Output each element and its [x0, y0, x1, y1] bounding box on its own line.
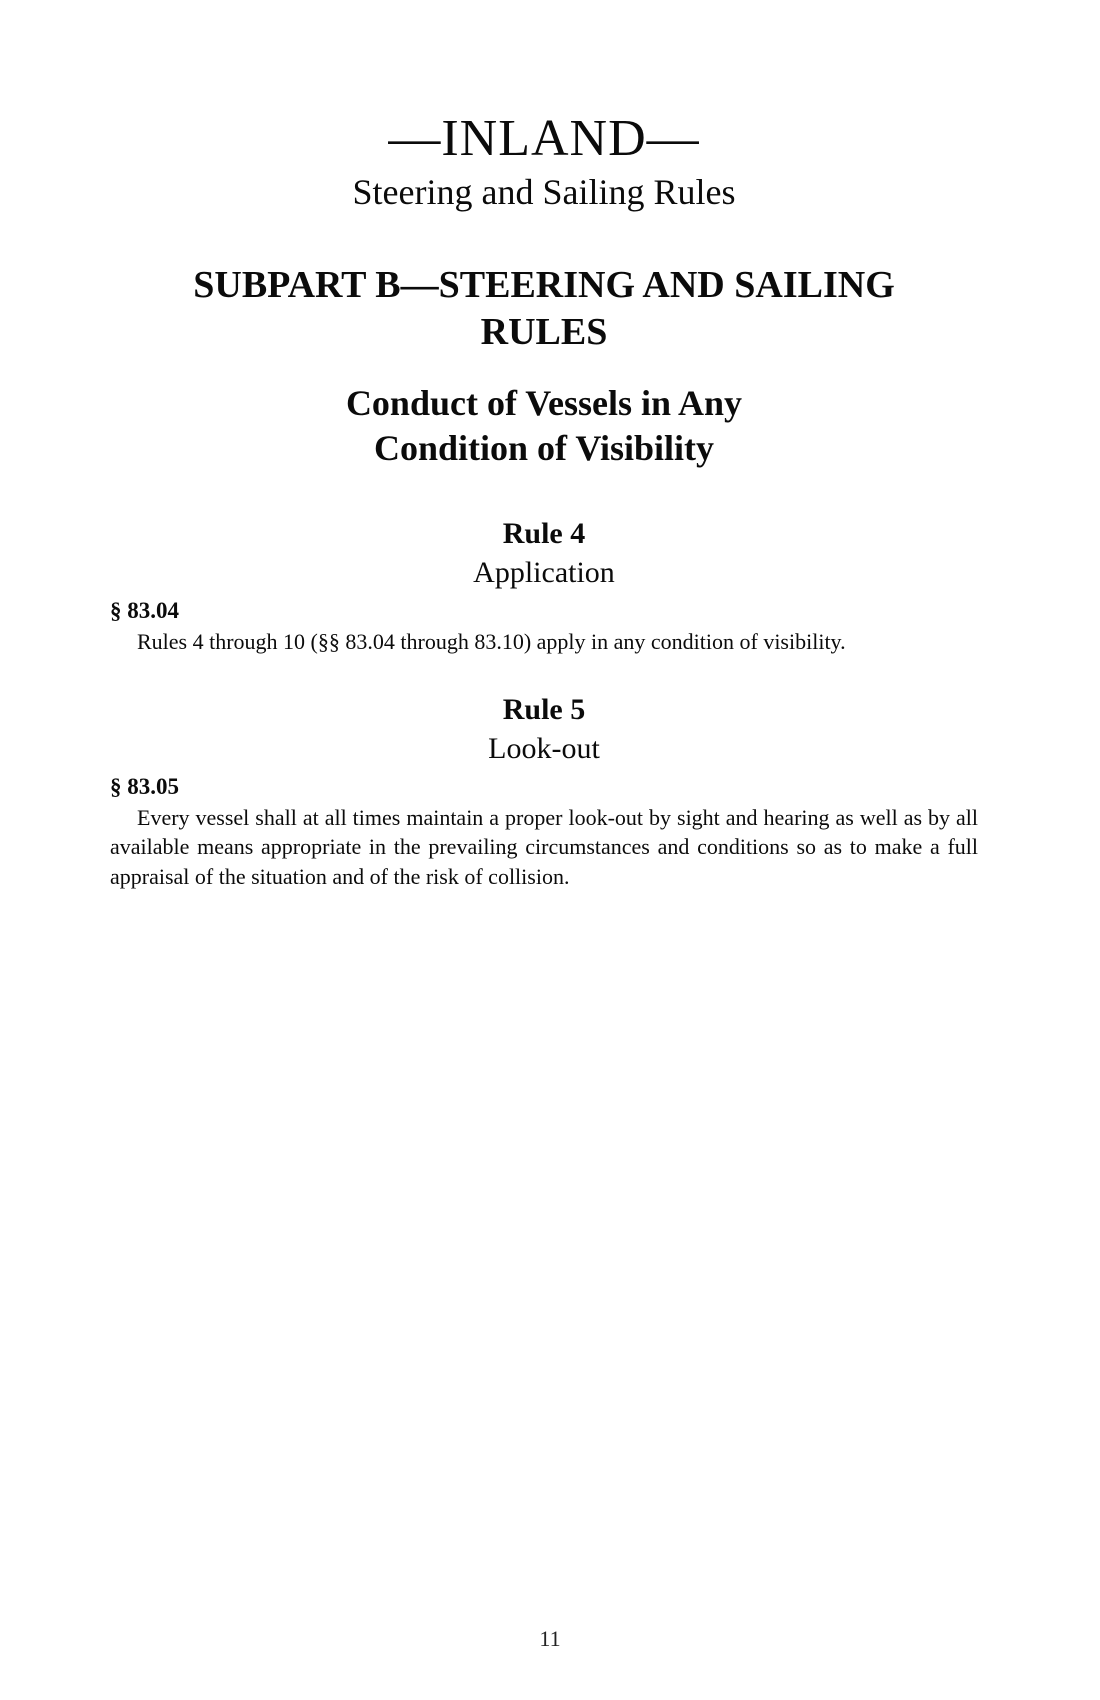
section-number: § 83.04 — [110, 598, 179, 623]
collection-subtitle: Steering and Sailing Rules — [352, 172, 736, 212]
rule-title: Rule 5 — [502, 692, 586, 726]
rule-text: Every vessel shall at all times maintain a proper look-out by sight and hearing as well as by all available means appropriate in the prevailing circumstances and conditions so as to make a full appraisal of the situation and of the risk of collision. — [110, 804, 978, 889]
chapter-heading — [110, 381, 978, 471]
subpart-heading-line-2: RULES — [480, 311, 608, 353]
rule-name: Application — [473, 556, 615, 589]
section-number: § 83.05 — [110, 773, 179, 799]
rule-title: Rule 4 — [502, 517, 586, 550]
collection-title: —INLAND— — [388, 110, 700, 167]
chapter-heading-line-1: Conduct of Vessels in Any — [345, 383, 743, 423]
page-header — [110, 110, 978, 212]
rule-5-section — [110, 692, 978, 892]
rule-4-section — [110, 516, 978, 657]
rule-text: Rules 4 through 10 (§§ 83.04 through 83.10) apply in any condition of visibility. — [137, 629, 846, 654]
subpart-heading — [110, 262, 978, 356]
chapter-heading-line-2: Condition of Visibility — [373, 428, 715, 468]
rule-name: Look-out — [488, 731, 600, 765]
subpart-heading-line-1: SUBPART B—STEERING AND SAILING — [193, 264, 895, 306]
page-number: 11 — [539, 1626, 561, 1651]
